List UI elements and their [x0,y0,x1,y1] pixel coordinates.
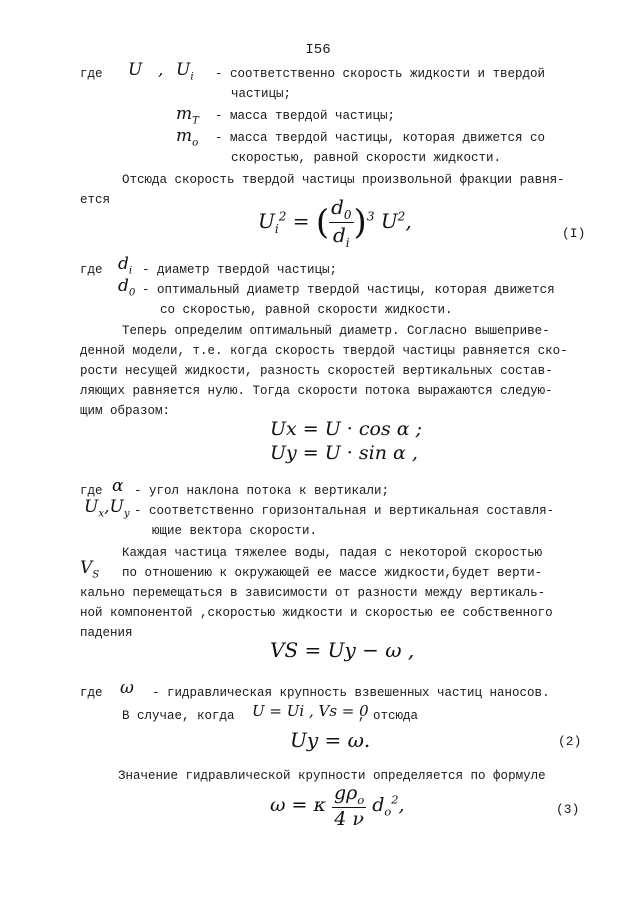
symbol-omega: ω [120,678,134,698]
page-number: I56 [305,42,331,58]
text-line: рости несущей жидкости, разность скоростей вертикальных состав- [80,364,553,378]
text-line: кально перемещаться в зависимости от разности между вертикаль- [80,586,546,600]
symbol-alpha: α [112,476,124,496]
equation-number: (I) [562,226,586,241]
text-line: падения [80,626,133,640]
text-line: - гидравлическая крупность взвешенных частиц наносов. [152,686,550,700]
symbol-mt: $m_T$ [176,104,199,127]
text-line: где [80,686,103,700]
equation-number: (3) [556,802,580,817]
text-line: ной компонентой ,скоростью жидкости и скоростью ее собственного [80,606,553,620]
text-line: В случае, когда [122,709,235,723]
formula-omega: ω = κ $\frac{g\rho_o}{4 \nu}$ $d_o^2$, [270,782,405,830]
equation-number: (2) [558,734,582,749]
text-line: по отношению к окружающей ее массе жидкости,будет верти- [122,566,543,580]
text-line: скоростью, равной скорости жидкости. [231,151,502,165]
text-line: Каждая частица тяжелее воды, падая с некоторой скоростью [122,546,543,560]
text-line: где [80,263,103,277]
symbol-mo: $m_o$ [176,126,199,149]
text-line: - масса твердой частицы; [215,109,396,123]
formula-vs: VS = Uy − ω , [270,638,415,662]
condition-formula: U = Ui , Vs = 0 [252,702,369,720]
text-line: где [80,484,103,498]
symbol-ui: $U_i$ [176,60,194,83]
text-line: - соответственно горизонтальная и вертикальная составля- [134,504,555,518]
symbol-d0: $d_0$ [118,276,136,299]
text-line: - угол наклона потока к вертикали; [134,484,390,498]
text-line: , отсюда [358,709,419,723]
text-line: щим образом: [80,404,171,418]
text-line: - масса твердой частицы, которая движется со [215,131,546,145]
formula-1: $U_i^2$ = ( $\frac{d_0}{d_i}$ )$^3$ $U^2$, [258,195,412,250]
text-line: ется [80,193,111,207]
text-line: денной модели, т.е. когда скорость твердой частицы равняется ско- [80,344,568,358]
text-line: Значение гидравлической крупности определяется по формуле [118,769,546,783]
symbol-ux-uy: $U_x,U_y$ [84,497,130,520]
formula-2b: Uy = U · sin α , [270,442,418,464]
text-line: - диаметр твердой частицы; [142,263,338,277]
text-line: ющие вектора скорости. [152,524,318,538]
formula-2a: Ux = U · cos α ; [270,418,422,440]
text-line: Отсюда скорость твердой частицы произвольной фракции равня- [122,173,565,187]
text-line: где [80,67,103,81]
text-line: - соответственно скорость жидкости и твердой [215,67,546,81]
symbol-vs: $V_S$ [80,558,100,581]
text-line: Теперь определим оптимальный диаметр. Согласно вышеприве- [122,324,550,338]
symbol-comma: , [158,60,164,80]
text-line: со скоростью, равной скорости жидкости. [160,303,453,317]
text-line: ляющих равняется нулю. Тогда скорости потока выражаются следую- [80,384,553,398]
formula-uy-omega: Uy = ω. [290,728,371,752]
text-line: частицы; [231,87,292,101]
symbol-u: U [128,60,143,80]
text-line: - оптимальный диаметр твердой частицы, которая движется [142,283,555,297]
symbol-di: $d_i$ [118,254,133,277]
